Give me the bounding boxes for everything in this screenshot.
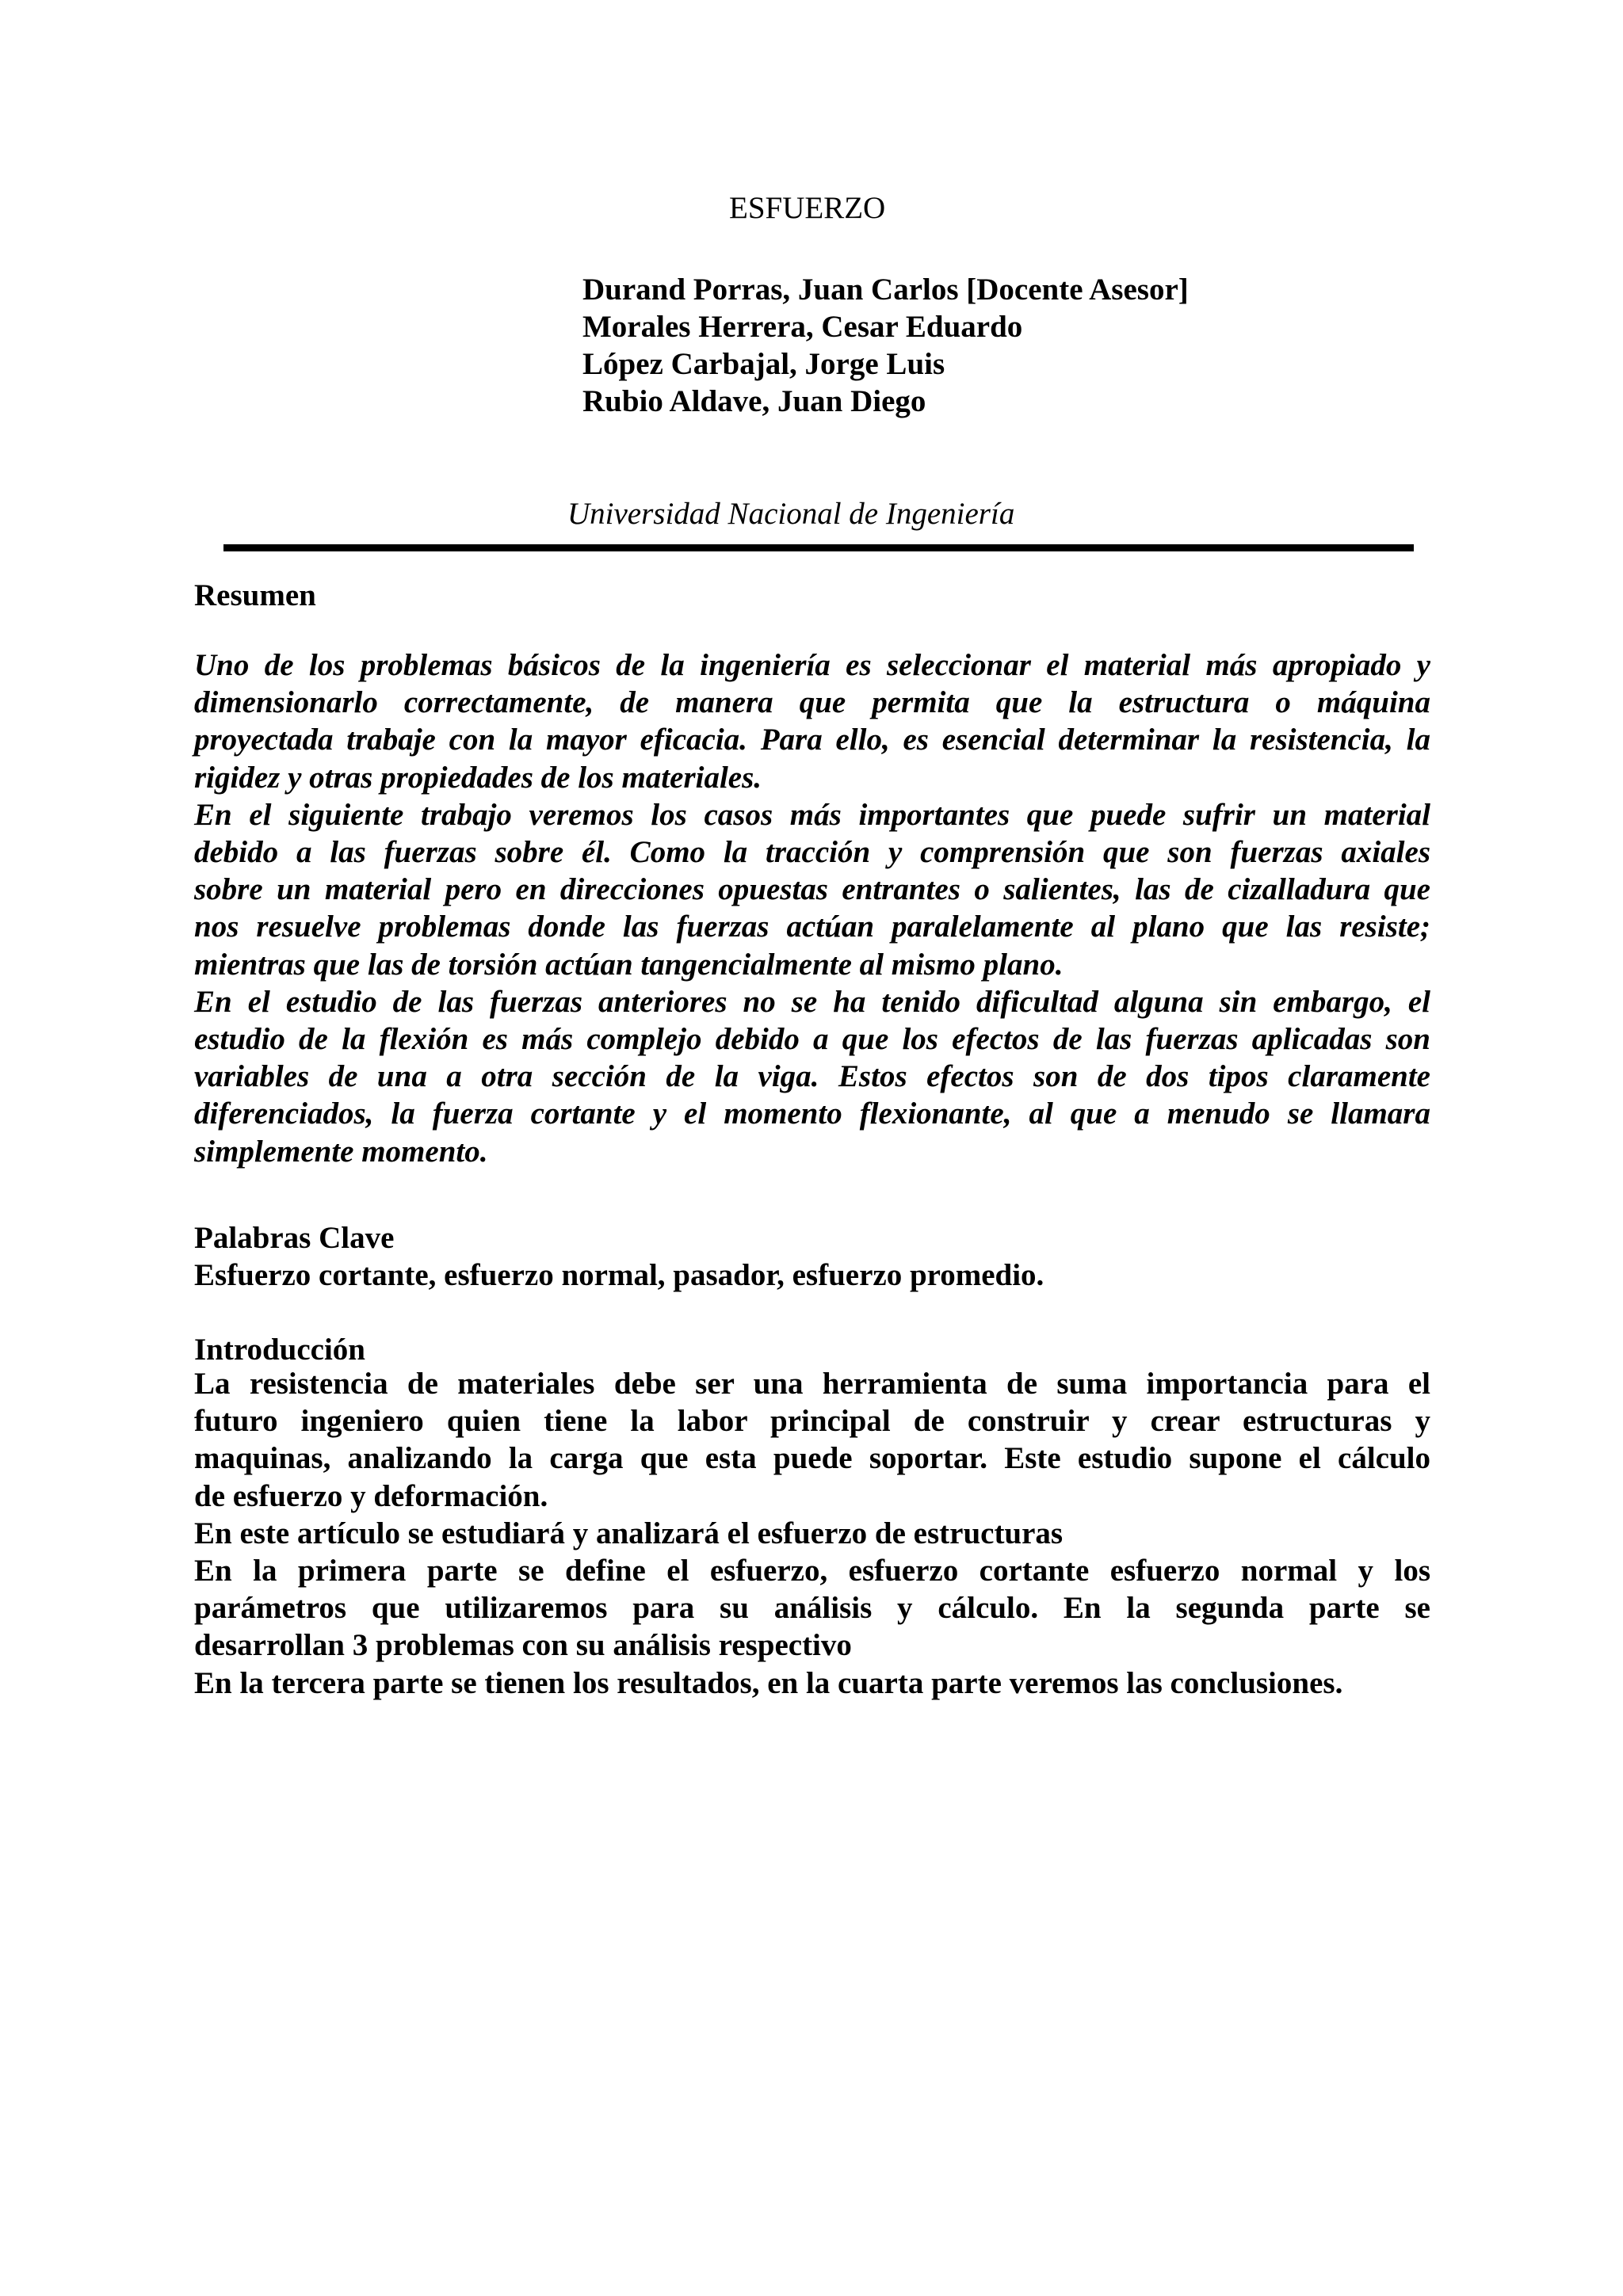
abstract-line: Uno de los problemas básicos de la ingeniería es seleccionar el material más apropiado y — [194, 648, 1430, 682]
author-name: Rubio Aldave, Juan Diego — [582, 384, 926, 418]
abstract-body — [194, 646, 1430, 1170]
introduction-body — [194, 1365, 1430, 1702]
abstract-line: variables de una a otra sección de la viga. Estos efectos son de dos tipos claramente — [194, 1059, 1430, 1094]
introduction-line: desarrollan 3 problemas con su análisis respectivo — [194, 1628, 852, 1663]
abstract-line: En el estudio de las fuerzas anteriores no se ha tenido dificultad alguna sin embargo, el — [194, 984, 1430, 1019]
abstract-line: En el siguiente trabajo veremos los casos más importantes que puede sufrir un material — [194, 797, 1430, 832]
abstract-line: sobre un material pero en direcciones opuestas entrantes o salientes, las de cizalladura que — [194, 872, 1430, 907]
paper-title: ESFUERZO — [729, 191, 886, 225]
introduction-line: parámetros que utilizaremos para su análisis y cálculo. En la segunda parte se — [194, 1591, 1430, 1626]
introduction-line: En la primera parte se define el esfuerzo, esfuerzo cortante esfuerzo normal y los — [194, 1554, 1430, 1589]
abstract-line: nos resuelve problemas donde las fuerzas actúan paralelamente al plano que las resiste; — [194, 910, 1430, 944]
abstract-line: estudio de la flexión es más complejo debido a que los efectos de las fuerzas aplicadas son — [194, 1022, 1430, 1057]
keywords-text: Esfuerzo cortante, esfuerzo normal, pasador, esfuerzo promedio. — [194, 1258, 1044, 1292]
abstract-line: proyectada trabaje con la mayor eficacia. Para ello, es esencial determinar la resistencia, la — [194, 723, 1430, 757]
introduction-line: de esfuerzo y deformación. — [194, 1478, 548, 1513]
horizontal-rule — [223, 544, 1414, 551]
introduction-heading: Introducción — [194, 1333, 365, 1367]
introduction-line: En este artículo se estudiará y analizará el esfuerzo de estructuras — [194, 1516, 1064, 1550]
abstract-line: simplemente momento. — [194, 1134, 488, 1169]
keywords-heading: Palabras Clave — [194, 1221, 395, 1255]
author-name: Morales Herrera, Cesar Eduardo — [582, 310, 1023, 344]
abstract-line: dimensionarlo correctamente, de manera que permita que la estructura o máquina — [194, 685, 1430, 720]
introduction-line: En la tercera parte se tienen los resultados, en la cuarta parte veremos las conclusiones. — [194, 1665, 1343, 1700]
affiliation: Universidad Nacional de Ingeniería — [567, 497, 1015, 531]
introduction-line: La resistencia de materiales debe ser una herramienta de suma importancia para el — [194, 1367, 1430, 1401]
author-list — [582, 271, 1189, 420]
author-name: Durand Porras, Juan Carlos [Docente Asesor] — [582, 273, 1189, 307]
introduction-line: futuro ingeniero quien tiene la labor principal de construir y crear estructuras y — [194, 1404, 1430, 1439]
abstract-line: debido a las fuerzas sobre él. Como la tracción y comprensión que son fuerzas axiales — [194, 835, 1430, 870]
abstract-line: rigidez y otras propiedades de los materiales. — [194, 760, 762, 795]
introduction-line: maquinas, analizando la carga que esta puede soportar. Este estudio supone el cálculo — [194, 1441, 1430, 1476]
abstract-line: mientras que las de torsión actúan tangencialmente al mismo plano. — [194, 947, 1064, 982]
author-name: López Carbajal, Jorge Luis — [582, 347, 945, 381]
abstract-line: diferenciados, la fuerza cortante y el momento flexionante, al que a menudo se llamara — [194, 1097, 1430, 1131]
abstract-heading: Resumen — [194, 578, 316, 612]
